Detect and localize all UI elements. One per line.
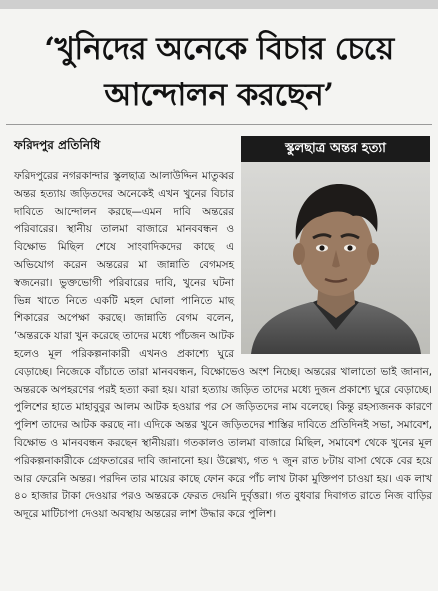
- headline-divider: [6, 124, 432, 125]
- photo-caption: স্কুলছাত্র অন্তর হত্যা: [241, 136, 430, 162]
- photo-float-spacer: [240, 168, 432, 358]
- headline: ‘খুনিদের অনেকে বিচার চেয়ে আন্দোলন করছেন’: [44, 31, 394, 113]
- article-paragraph: ফরিদপুরের নগরকান্দার স্কুলছাত্র আলাউদ্দিন মাতুব্বর অন্তর হত্যায় জড়িতদের অনেকেই এখন খুনের বিচার দাবিতে আন্দোলন করছে—এমন দাবি অন্তরের পরিবারের। স্থানীয় তালমা বাজারে মানববন্ধন ও বিক্ষোভ মিছিল শেষে সাংবাদিকদের কাছে এ অভিযোগ করেন অন্তরের মা জান্নাতি বেগমসহ স্বজনেরা। ভুক্তভোগী পরিবারের দাবি, খুনের ঘটনা ভিন্ন খাতে নিতে একটি মহল ঘোলা পানিতে মাছ শিকারের অপেক্ষা করছে। জান্নাতি বেগম বলেন, ‘অন্তরকে যারা খুন করেছে তাদের মধ্যে পাঁচজন আটক হলেও মূল পরিকল্পনাকারী এখনও প্রকাশ্যে ঘুরে বেড়াচ্ছে। নিজেকে বাঁচাতে তারা মানববন্ধন, বিক্ষোভেও অংশ নিচ্ছে। অন্তরের খালাতো ভাই জানান, অন্তরকে অপহরণের পরই হত্যা করা হয়। যারা হত্যায় জড়িত তাদের মধ্যে দুজন প্রকাশ্যে ঘুরে বেড়াচ্ছে। পুলিশের হাতে মাহাবুবুর আলম আটক হওয়ার পর সে জড়িতদের নাম বলেছে। কিন্তু রহস্যজনক কারণে পুলিশ তাদের আটক করছে না। এদিকে অন্তর খুনে জড়িতদের শাস্তির দাবিতে প্রতিদিনই সভা, সমাবেশ, বিক্ষোভ ও মানববন্ধন করছেন স্থানীয়রা। গতকালও তালমা বাজারে মিছিল, সমাবেশ থেকে খুনের মূল পরিকল্পনাকারীকে গ্রেফতারের দাবি জানানো হয়। উল্লেখ্য, গত ৭ জুন রাত ৮টায় বাসা থেকে বের হয়ে আর ফেরেনি অন্তর। পরদিন তার মায়ের কাছে ফোন করে পাঁচ লাখ টাকা মুক্তিপণ চাওয়া হয়। এক লাখ ৪০ হাজার টাকা দেওয়ার পরও অন্তরকে ফেরত দেয়নি দুর্বৃত্তরা। গত বুধবার দিবাগত রাতে নিজ বাড়ির অদূরে মাটিচাপা দেওয়া অবস্থায় অন্তরের লাশ উদ্ধার করে পুলিশ।: [14, 170, 432, 521]
- top-rule: [0, 0, 438, 9]
- byline: ফরিদপুর প্রতিনিধি: [14, 138, 101, 152]
- article-body: [14, 168, 432, 524]
